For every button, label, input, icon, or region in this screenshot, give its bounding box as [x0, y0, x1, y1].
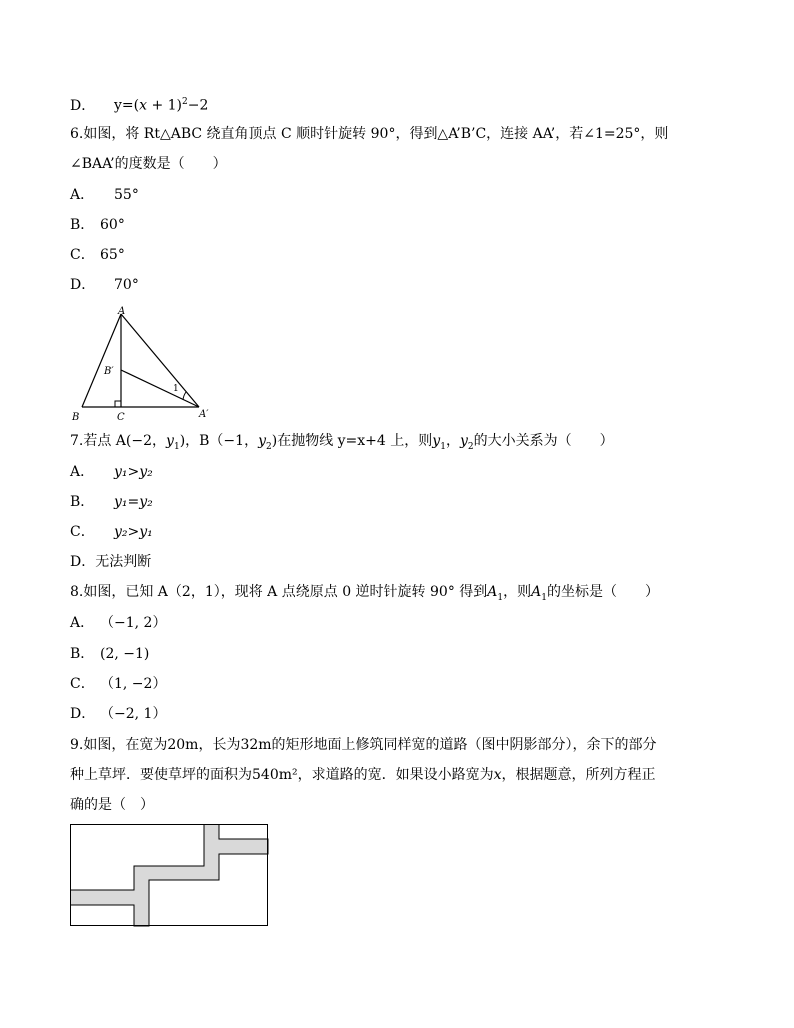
q7-y2-sub: 2: [266, 441, 272, 452]
angle-1-arc: [183, 392, 186, 400]
q7-option-d: [70, 553, 151, 571]
q8-option-c: [70, 675, 166, 693]
q6-triangle-figure: [66, 304, 226, 426]
segment-ab: [82, 314, 121, 407]
q7-option-c: [70, 523, 153, 541]
q6-option-b: [70, 216, 125, 234]
q8-option-b-value: (2, −1): [100, 646, 150, 662]
right-angle-mark: [115, 401, 121, 407]
q7-stem-d: ，: [445, 433, 460, 449]
q8-a1-again-sub: 1: [541, 592, 547, 603]
q7-y2-again: y: [459, 433, 468, 449]
q6-stem-line2: ∠BAA’的度数是（ ）: [70, 156, 227, 172]
q9-stem-line2-tail: ，根据题意，所列方程正: [501, 767, 656, 783]
label-c: C: [117, 412, 125, 423]
q8-option-a-label: A．: [70, 615, 95, 631]
q8-stem-c: 的坐标是（ ）: [546, 584, 659, 600]
q5-option-d-rest: −2: [187, 97, 209, 114]
q6-option-d-label: D．: [70, 277, 96, 293]
q7-option-c-value: y₂>y₁: [114, 524, 153, 540]
q7-y2: y: [258, 433, 266, 449]
q5-option-d-x: x: [139, 97, 148, 114]
q6-option-b-label: B．: [70, 217, 95, 233]
q7-option-b-value: y₁=y₂: [114, 494, 153, 510]
q6-option-a-label: A．: [70, 187, 95, 203]
q7-y1-again: y: [432, 433, 441, 449]
q7-option-a: [70, 463, 153, 481]
label-angle-1: 1: [173, 384, 179, 394]
q9-var-x: x: [493, 767, 502, 783]
q6-option-c: [70, 246, 125, 264]
segment-b-prime-a-prime: [121, 370, 199, 407]
q7-stem-c: )在抛物线 y=x+4 上，则: [271, 433, 433, 449]
q7-stem-e: 的大小关系为（ ）: [473, 433, 614, 449]
q8-option-c-label: C．: [70, 676, 95, 692]
label-a: A: [118, 306, 126, 317]
q7-option-a-label: A．: [70, 464, 95, 480]
q8-option-a: [70, 614, 166, 632]
q6-option-c-value: 65°: [100, 247, 125, 263]
q7-y1-again-sub: 1: [440, 441, 446, 452]
q5-option-d-plus: + 1): [147, 97, 183, 114]
q8-stem-a: 8.如图，已知 A（2，1），现将 A 点绕原点 0 逆时针旋转 90° 得到: [70, 584, 488, 600]
q8-a1: A: [487, 584, 498, 600]
q7-option-d-label: D．: [70, 554, 96, 570]
q8-a1-again: A: [531, 584, 542, 600]
q7-option-b-label: B．: [70, 494, 95, 510]
q5-option-d-y: y=(: [114, 97, 140, 114]
q8-option-c-value: （1, −2）: [100, 676, 167, 692]
q8-stem: [70, 583, 659, 607]
q6-stem-line1: 6.如图，将 Rt△ABC 绕直角顶点 C 顺时针旋转 90°，得到△A’B’C，连接 AA’，若∠1=25°，则: [70, 126, 669, 142]
q6-option-b-value: 60°: [100, 217, 125, 233]
label-b-prime: B′: [104, 366, 114, 377]
segment-aa-prime: [121, 314, 199, 407]
q7-y2-again-sub: 2: [467, 441, 474, 452]
q6-option-a: [70, 186, 139, 204]
q7-y1: y: [166, 433, 174, 449]
q5-option-d-exp: 2: [182, 97, 188, 107]
q8-stem-b: ，则: [503, 584, 532, 600]
label-a-prime: A′: [199, 409, 209, 420]
q6-option-c-label: C．: [70, 247, 95, 263]
q6-option-d-value: 70°: [114, 277, 139, 293]
q8-option-b: [70, 645, 149, 663]
q8-option-d-value: （−2, 1）: [100, 706, 167, 722]
q6-option-a-value: 55°: [114, 187, 139, 203]
q5-option-d-label: D．: [70, 97, 96, 114]
q8-a1-sub: 1: [497, 592, 504, 603]
q7-stem-a: 7.若点 A(−2，: [70, 433, 167, 449]
road-shaded: [70, 824, 268, 926]
label-b: B: [72, 412, 80, 423]
q7-option-b: [70, 493, 153, 511]
q7-option-d-value: 无法判断: [95, 554, 152, 570]
q7-y1-sub: 1: [173, 441, 180, 452]
q7-option-a-value: y₁>y₂: [114, 464, 153, 480]
q5-option-d: [70, 93, 208, 115]
q9-road-figure: [70, 824, 270, 928]
q9-stem-line2-head: 种上草坪．要使草坪的面积为540m²，求道路的宽．如果设小路宽为: [70, 767, 494, 783]
q8-option-b-label: B．: [70, 646, 95, 662]
q8-option-d: [70, 705, 166, 723]
q9-stem-line1: 9.如图，在宽为20m，长为32m的矩形地面上修筑同样宽的道路（图中阴影部分），余下的部分: [70, 737, 657, 753]
q7-stem-b: )，B（−1，: [179, 433, 259, 449]
q9-stem-line3: 确的是（ ）: [70, 797, 154, 813]
q8-option-a-value: （−1, 2）: [100, 615, 167, 631]
q9-stem-line2: [70, 766, 656, 784]
q7-stem: [70, 432, 614, 456]
q7-option-c-label: C．: [70, 524, 95, 540]
q8-option-d-label: D．: [70, 706, 96, 722]
q6-option-d: [70, 276, 139, 294]
